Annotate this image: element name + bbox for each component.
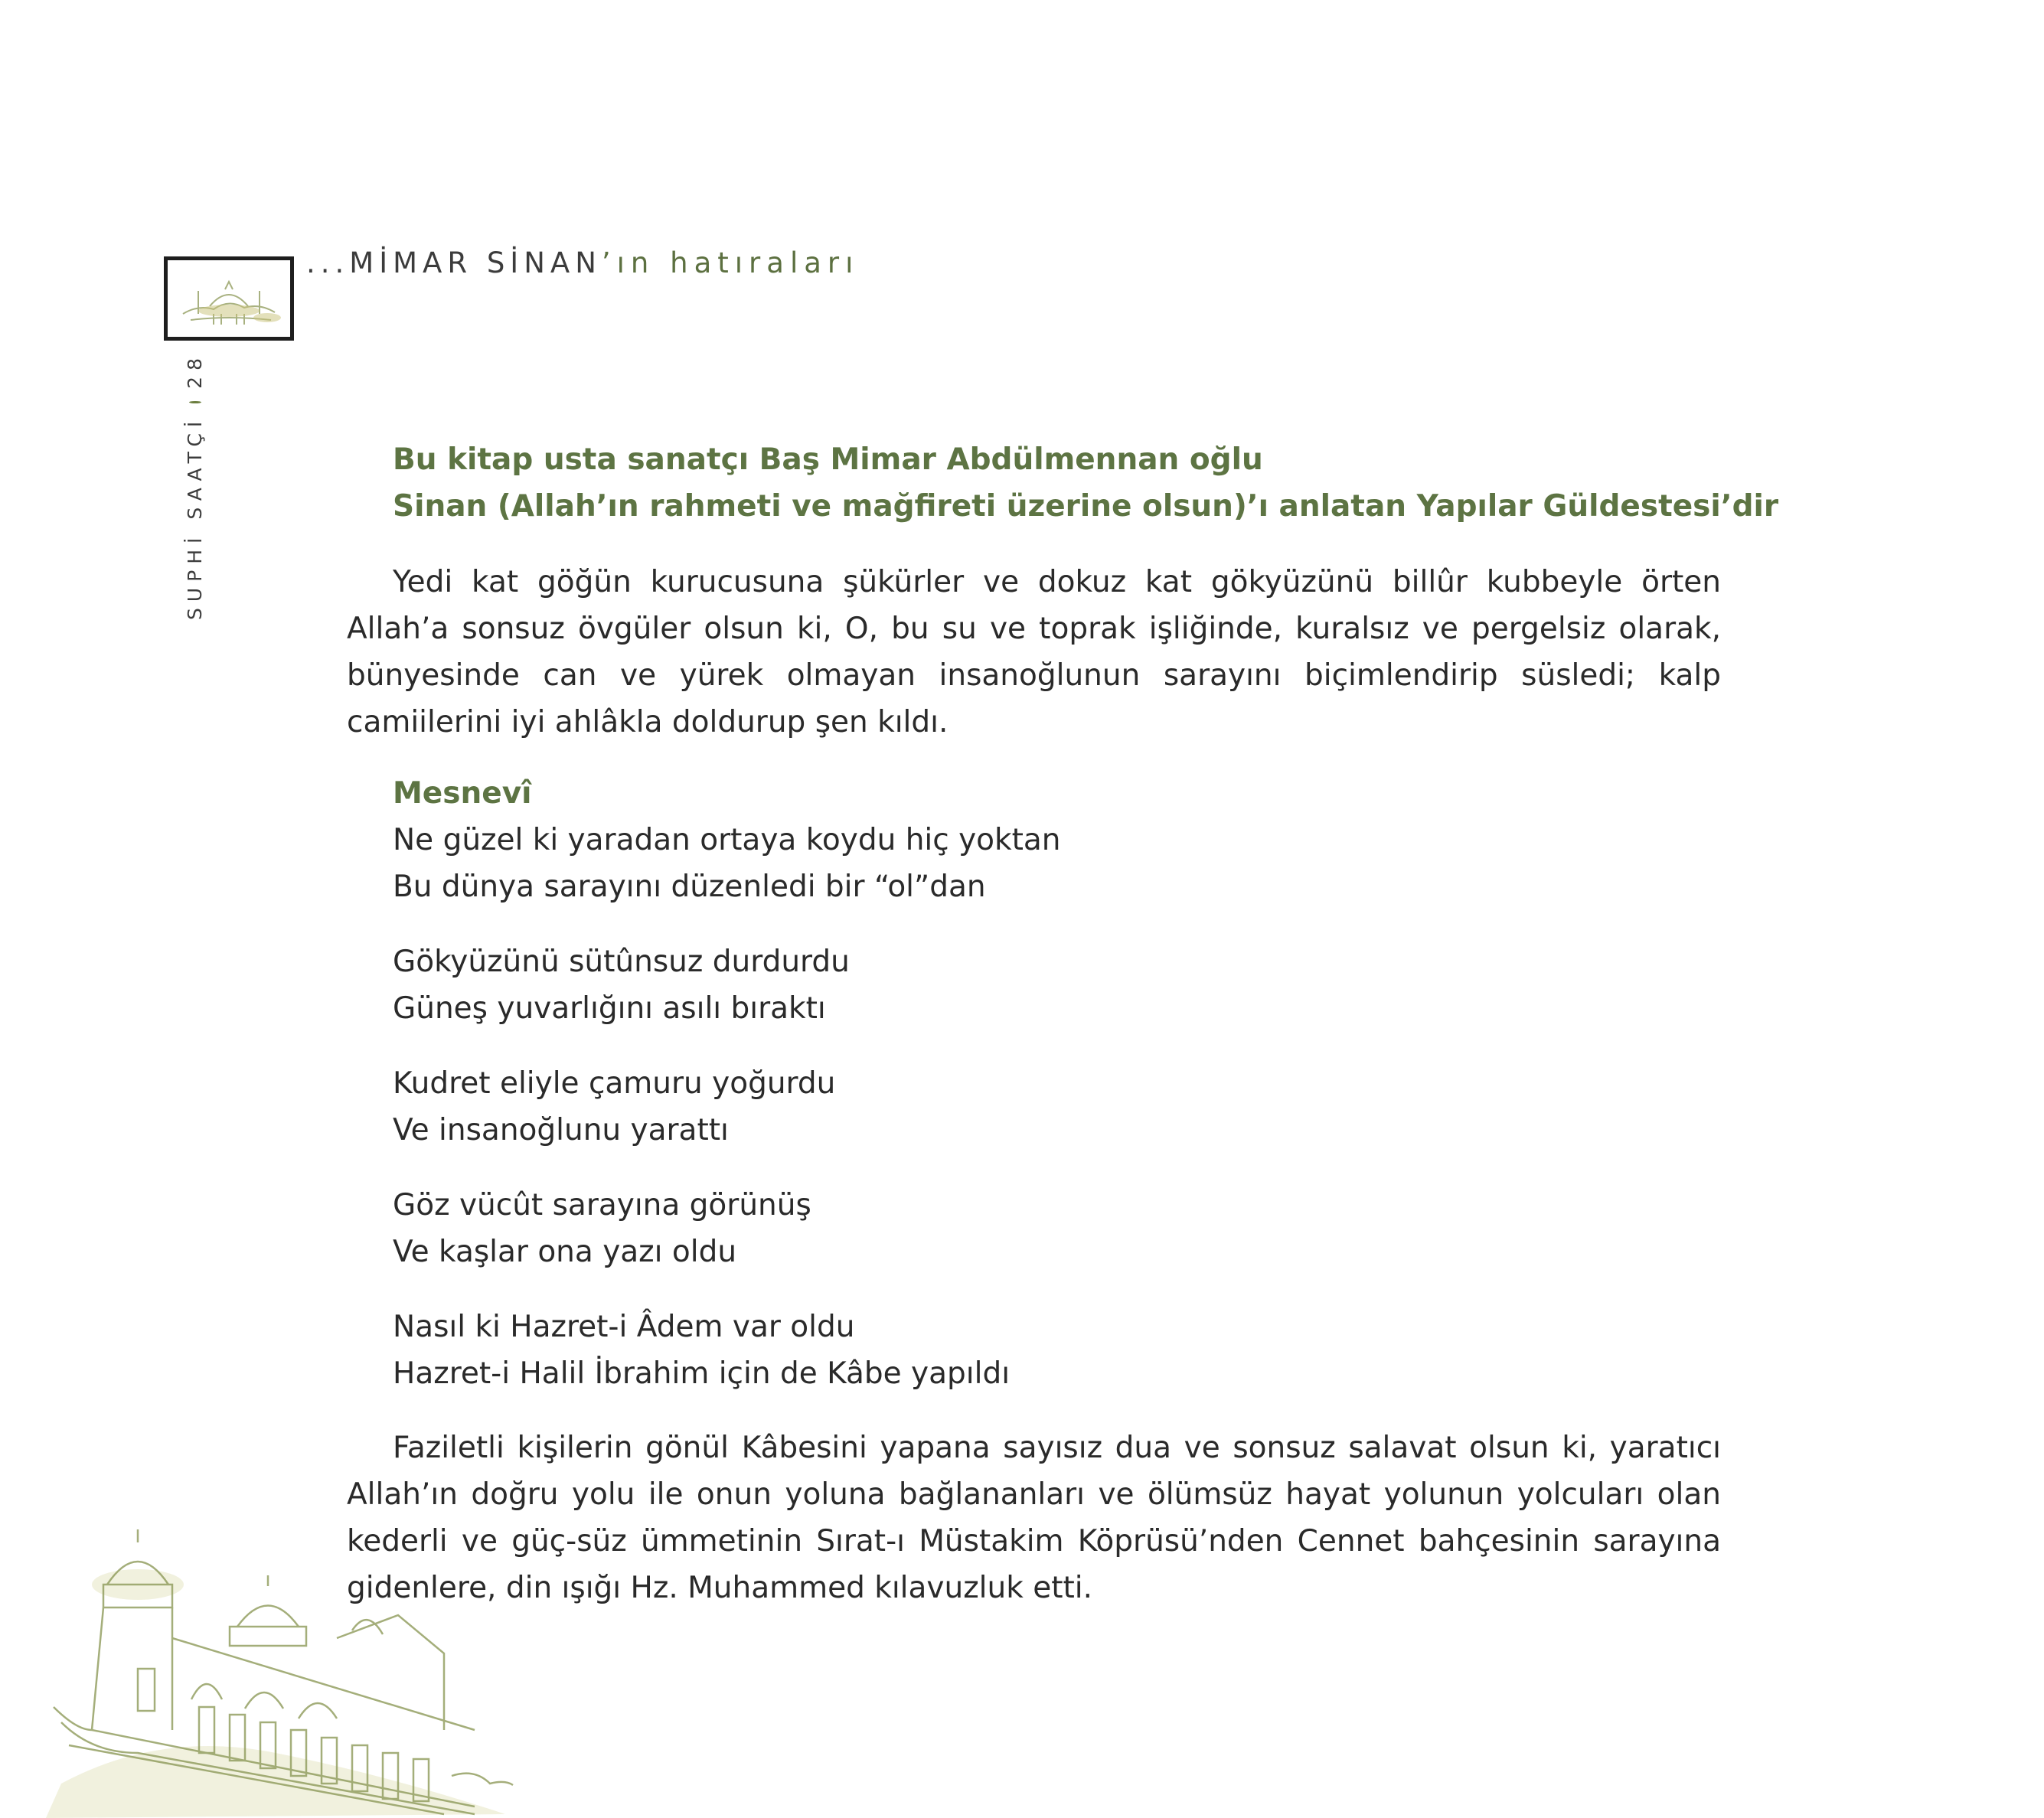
poem-stanza [393,1182,1721,1275]
mosque-sketch-icon [168,260,290,337]
poem-stanza [393,1304,1721,1397]
poem-line: Ne güzel ki yaradan ortaya koydu hiç yoktan [393,823,1061,857]
poem-line: Göz vücût sarayına görünüş [393,1188,811,1222]
running-title [306,246,859,279]
poem-line: Kudret eliyle çamuru yoğurdu [393,1066,836,1101]
poem-line: Güneş yuvarlığını asılı bıraktı [393,991,826,1026]
dedication-line-2: Sinan (Allah’ın rahmeti ve mağfireti üzerine olsun)’ı anlatan Yapılar Güldestesi’dir [393,489,1779,524]
poem-line: Ve insanoğlunu yarattı [393,1113,729,1147]
poem-title: Mesnevî [393,776,532,811]
poem-stanza [393,938,1721,1032]
building-sketch-illustration [46,1500,521,1818]
header-emblem [164,256,294,341]
running-title-name: ...MİMAR SİNAN [306,246,602,279]
poem-line: Bu dünya sarayını düzenledi bir “ol”dan [393,870,986,904]
side-label [184,352,206,620]
page-number: 28 [184,352,206,389]
separator-dot-icon [189,401,201,403]
main-content [347,436,1779,1611]
poem-stanza [393,817,1721,910]
paragraph-1: Yedi kat göğün kurucusuna şükürler ve dokuz kat gökyüzünü billûr kubbeyle örten Allah’a sonsuz övgüler olsun ki, O, bu su ve toprak işliğinde, kuralsız ve pergelsiz olarak, bünyesinde can ve yürek olmayan insanoğlunun sarayını biçimlendirip süsledi; kalp camiilerini iyi ahlâkla doldurup şen kıldı. [347,565,1721,739]
dedication [347,436,1779,530]
poem-line: Hazret-i Halil İbrahim için de Kâbe yapıldı [393,1356,1011,1391]
paragraph-2: Faziletli kişilerin gönül Kâbesini yapana sayısız dua ve sonsuz salavat olsun ki, yaratıcı Allah’ın doğru yolu ile onun yoluna bağlananları ve ölümsüz hayat yolunun yolcuları olan kederli ve güç-süz ümmetinin Sırat-ı Müstakim Köprüsü’nden Cennet bahçesinin sarayına gidenlere, din ışığı Hz. Muhammed kılavuzluk etti. [347,1431,1721,1605]
poem-line: Gökyüzünü sütûnsuz durdurdu [393,945,850,979]
author-name: SUPHİ SAATÇİ [184,415,206,620]
poem-line: Nasıl ki Hazret-i Âdem var oldu [393,1310,855,1344]
poem-line: Ve kaşlar ona yazı oldu [393,1235,737,1269]
poem-stanza [393,1060,1721,1154]
dedication-line-1: Bu kitap usta sanatçı Baş Mimar Abdülmennan oğlu [393,442,1263,477]
running-title-rest: ’ın hatıraları [601,246,860,279]
poem [347,770,1721,1397]
